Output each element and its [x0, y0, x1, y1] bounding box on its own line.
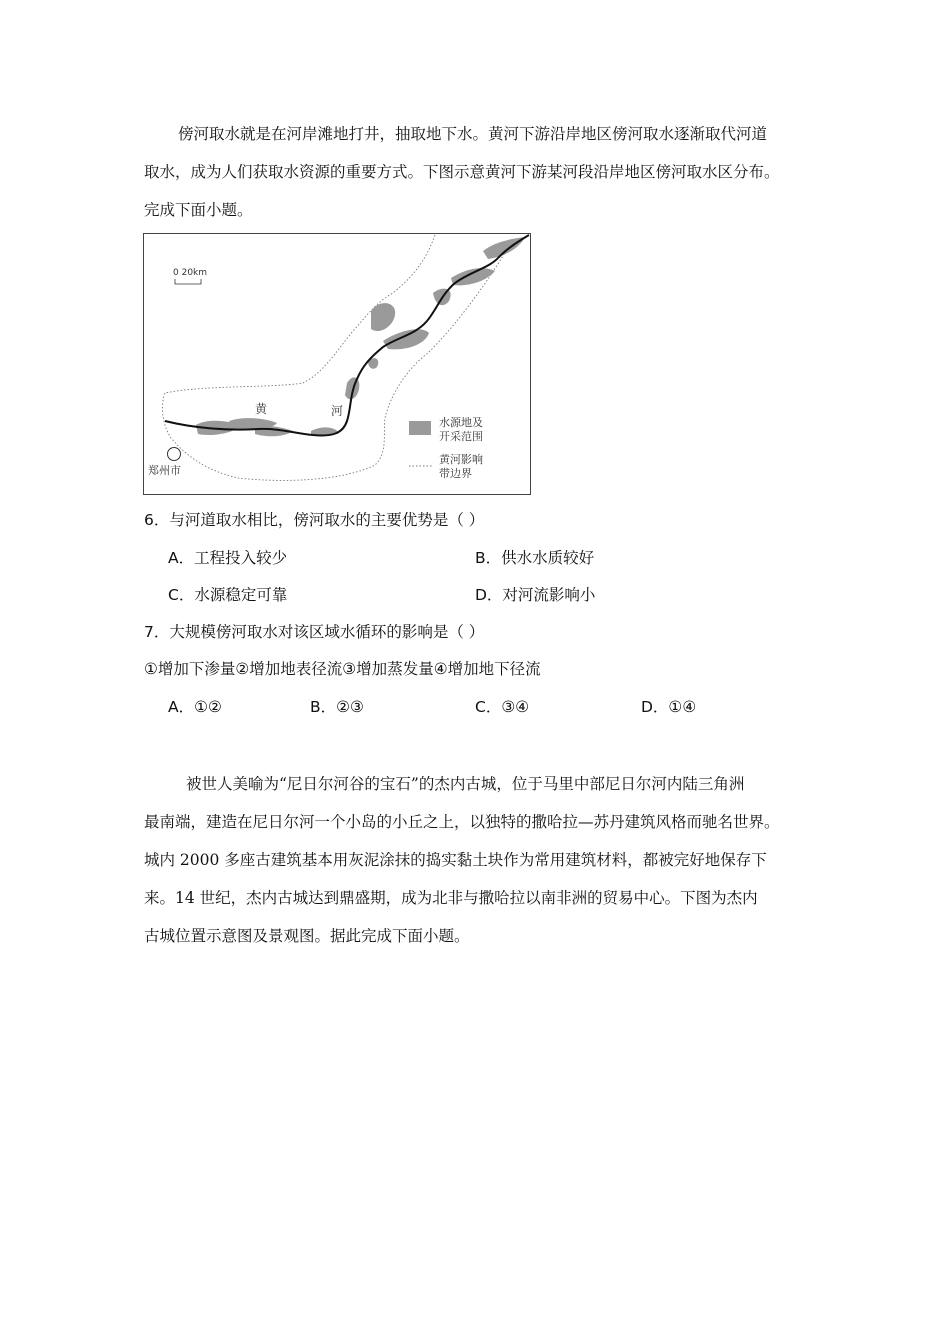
passage2-line-2: 最南端，建造在尼日尔河一个小岛的小丘之上，以独特的撒哈拉—苏丹建筑风格而驰名世界。 — [144, 813, 780, 831]
legend-dash-label-1: 黄河影响 — [439, 453, 483, 466]
legend-fill-label-1: 水源地及 — [439, 416, 483, 429]
q7-option-b: B．②③ — [310, 698, 364, 716]
scale-label: 0 20km — [173, 268, 208, 278]
q7-option-c: C．③④ — [475, 698, 530, 716]
river-label-he: 河 — [331, 404, 344, 418]
q6-option-d: D．对河流影响小 — [475, 586, 596, 604]
yellow-river-map — [143, 233, 531, 495]
passage1-line-2: 取水，成为人们获取水资源的重要方式。下图示意黄河下游某河段沿岸地区傍河取水区分布。 — [144, 163, 780, 181]
question-6-stem: 6．与河道取水相比，傍河取水的主要优势是（ ） — [144, 511, 485, 529]
passage2-line-5: 古城位置示意图及景观图。据此完成下面小题。 — [144, 927, 470, 945]
passage2-line-1: 被世人美喻为“尼日尔河谷的宝石”的杰内古城，位于马里中部尼日尔河内陆三角洲 — [186, 775, 745, 793]
city-marker — [168, 448, 181, 461]
legend-dash-label-2: 带边界 — [439, 467, 472, 480]
legend-fill-swatch — [409, 421, 431, 435]
q7-option-a: A．①② — [168, 698, 222, 716]
passage1-line-3: 完成下面小题。 — [144, 201, 253, 219]
q6-option-b: B．供水水质较好 — [475, 549, 595, 567]
legend-fill-label-2: 开采范围 — [439, 430, 483, 443]
q6-option-a: A．工程投入较少 — [168, 549, 288, 567]
passage1-line-1: 傍河取水就是在河岸滩地打井，抽取地下水。黄河下游沿岸地区傍河取水逐渐取代河道 — [178, 125, 768, 143]
q6-option-c: C．水源稳定可靠 — [168, 586, 288, 604]
question-7-items: ①增加下渗量②增加地表径流③增加蒸发量④增加地下径流 — [144, 660, 541, 678]
question-7-stem: 7．大规模傍河取水对该区域水循环的影响是（ ） — [144, 623, 485, 641]
city-label: 郑州市 — [148, 464, 181, 477]
passage2-line-4: 来。14 世纪，杰内古城达到鼎盛期，成为北非与撒哈拉以南非洲的贸易中心。下图为杰内 — [144, 889, 758, 907]
q7-option-d: D．①④ — [641, 698, 697, 716]
river-label-huang: 黄 — [255, 402, 268, 416]
passage2-line-3: 城内 2000 多座古建筑基本用灰泥涂抹的捣实黏土块作为常用建筑材料，都被完好地保存下 — [144, 851, 767, 869]
